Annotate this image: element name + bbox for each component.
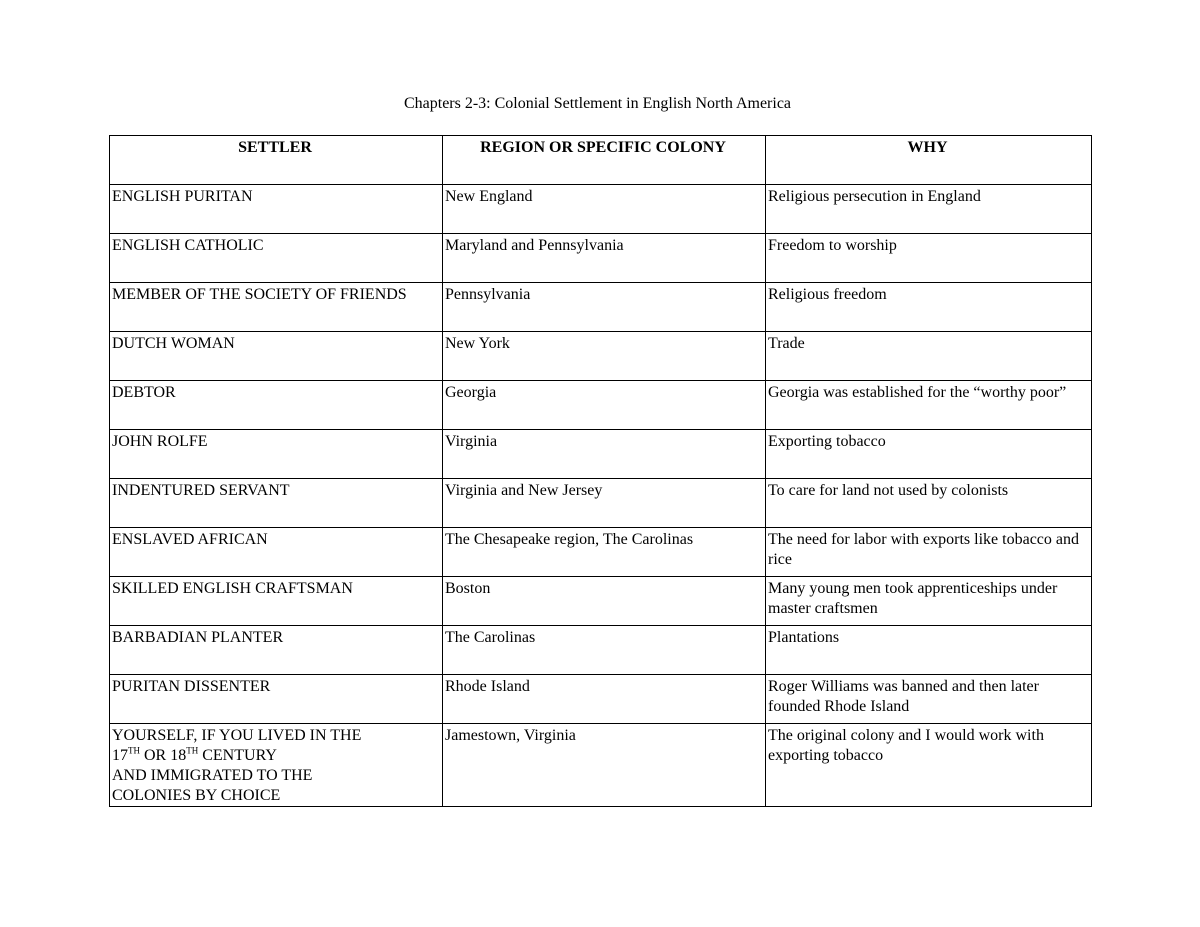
settler-cell: JOHN ROLFE [110,430,443,479]
region-cell: Pennsylvania [443,283,766,332]
region-cell: Jamestown, Virginia [443,724,766,807]
settler-cell: DEBTOR [110,381,443,430]
why-cell: Exporting tobacco [766,430,1092,479]
why-cell: Many young men took apprenticeships under master craftsmen [766,577,1092,626]
table-row [110,528,1092,577]
table-row [110,430,1092,479]
settler-cell: DUTCH WOMAN [110,332,443,381]
header-region: REGION OR SPECIFIC COLONY [443,136,766,185]
table-row [110,234,1092,283]
settler-cell: SKILLED ENGLISH CRAFTSMAN [110,577,443,626]
settler-line: AND IMMIGRATED TO THE [112,767,313,784]
region-cell: Maryland and Pennsylvania [443,234,766,283]
why-cell: Freedom to worship [766,234,1092,283]
region-cell: The Chesapeake region, The Carolinas [443,528,766,577]
settler-text: CENTURY [198,747,277,764]
region-cell: Virginia and New Jersey [443,479,766,528]
settler-cell: BARBADIAN PLANTER [110,626,443,675]
settler-line [112,746,438,766]
why-cell: Georgia was established for the “worthy poor” [766,381,1092,430]
why-cell: To care for land not used by colonists [766,479,1092,528]
settler-line: YOURSELF, IF YOU LIVED IN THE [112,727,362,744]
why-cell: Religious freedom [766,283,1092,332]
century-number: 18 [170,747,187,764]
settler-cell: INDENTURED SERVANT [110,479,443,528]
region-cell: New England [443,185,766,234]
header-why: WHY [766,136,1092,185]
why-cell: The original colony and I would work with exporting tobacco [766,724,1092,807]
table-row [110,577,1092,626]
document-title: Chapters 2-3: Colonial Settlement in English North America [403,95,792,112]
table-row [110,675,1092,724]
table-row [110,381,1092,430]
why-cell: Trade [766,332,1092,381]
why-cell: Roger Williams was banned and then later founded Rhode Island [766,675,1092,724]
why-cell: The need for labor with exports like tobacco and rice [766,528,1092,577]
table-row [110,283,1092,332]
settlement-table [109,135,1092,807]
region-cell: Virginia [443,430,766,479]
region-cell: Boston [443,577,766,626]
region-cell: The Carolinas [443,626,766,675]
settler-cell: ENGLISH PURITAN [110,185,443,234]
header-settler: SETTLER [110,136,443,185]
region-cell: Rhode Island [443,675,766,724]
settler-cell: MEMBER OF THE SOCIETY OF FRIENDS [110,283,443,332]
century-number: 17 [112,747,128,764]
region-cell: Georgia [443,381,766,430]
table-row [110,479,1092,528]
table-row [110,185,1092,234]
table-row [110,626,1092,675]
table-row [110,332,1092,381]
ordinal-suffix: TH [128,745,140,756]
header-row [110,136,1092,185]
why-cell: Plantations [766,626,1092,675]
settler-line: COLONIES BY CHOICE [112,787,281,804]
settler-cell: ENSLAVED AFRICAN [110,528,443,577]
settler-cell [110,724,443,807]
region-cell: New York [443,332,766,381]
settler-cell: PURITAN DISSENTER [110,675,443,724]
table-row [110,724,1092,807]
settler-text: OR [140,747,171,764]
settler-cell: ENGLISH CATHOLIC [110,234,443,283]
why-cell: Religious persecution in England [766,185,1092,234]
ordinal-suffix: TH [186,745,199,756]
